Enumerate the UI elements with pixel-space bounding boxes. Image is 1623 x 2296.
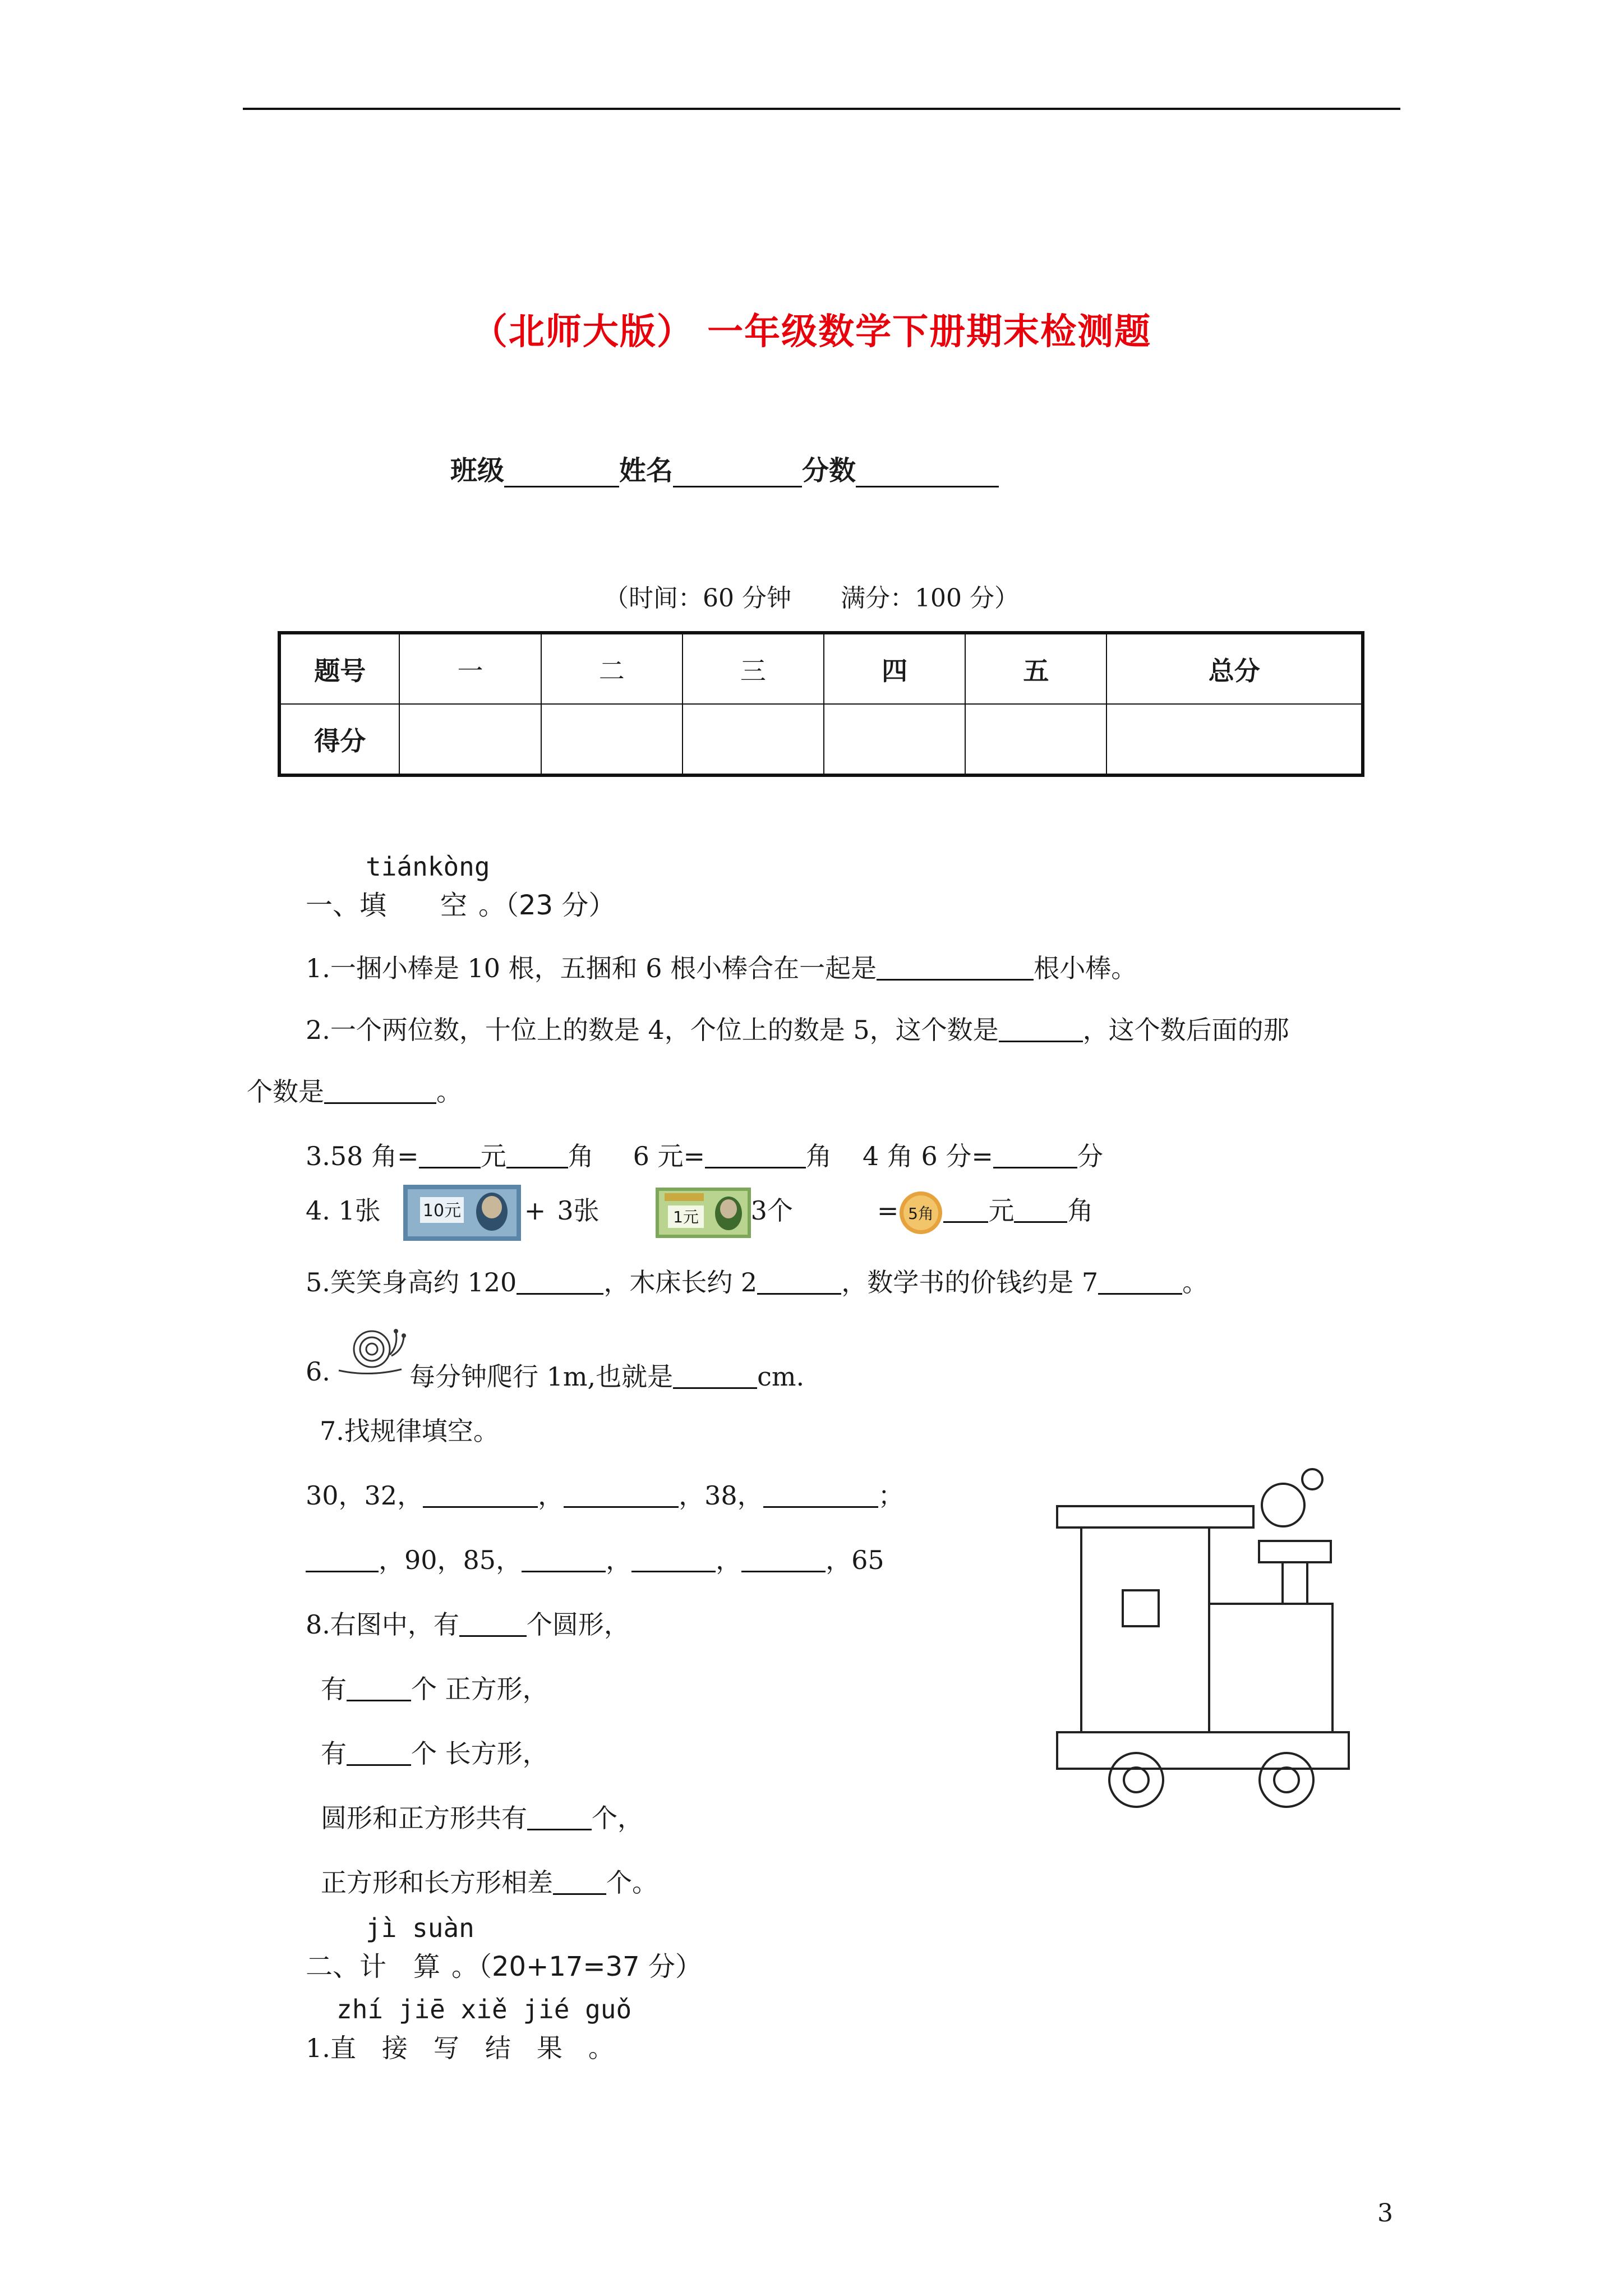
snail-icon [335,1321,408,1380]
section1-points: 。（23 分） [478,890,616,921]
train-roof [1057,1506,1253,1527]
q5-text: ，数学书的价钱约是 7 [841,1267,1099,1297]
seq1-text: 30，32， [306,1480,423,1511]
q4-text: 4. 1张 [306,1195,381,1226]
answer-blank[interactable] [1014,1195,1067,1223]
question-4 [306,1185,1093,1241]
sub1-pinyin: zhí jiē xiě jié guǒ [336,1994,632,2024]
q8-text: 个 长方形， [411,1738,548,1769]
train-window-square [1123,1590,1159,1626]
score-cell[interactable] [683,704,824,775]
answer-blank[interactable] [347,1738,411,1766]
question-7: 7.找规律填空。 [320,1416,499,1446]
q1-text: 1.一捆小棒是 10 根，五捆和 6 根小棒合在一起是 [306,953,877,983]
answer-blank[interactable] [999,1015,1083,1042]
q8-text: 8.右图中，有 [306,1609,459,1640]
score-table [278,631,1364,777]
answer-blank[interactable] [517,1267,603,1295]
seq2-text: ，90，85， [379,1545,522,1575]
class-blank[interactable] [504,457,619,487]
sequence-1 [306,1475,904,1512]
section1-title: 一、填 空 [306,890,468,921]
table-header-cell: 一 [399,633,541,704]
question-8-square [321,1669,548,1706]
time-note: （时间：60 分钟 满分：100 分） [604,584,1019,613]
table-header-cell: 题号 [279,633,399,704]
student-info [450,449,999,487]
q8-text: 个 正方形， [411,1674,548,1704]
answer-blank[interactable] [1098,1267,1182,1295]
svg-text:1元: 1元 [672,1208,699,1226]
sequence-2 [306,1540,884,1577]
seq1-text: ， [538,1480,564,1511]
q5-text: ，木床长约 2 [603,1267,758,1297]
section2-heading [306,1945,702,1984]
equals-sign: = [877,1195,899,1226]
question-6 [306,1356,330,1387]
table-header-cell: 二 [541,633,683,704]
answer-blank[interactable] [993,1141,1077,1168]
q5-text: 5.笑笑身高约 120 [306,1267,517,1297]
name-label: 姓名 [619,455,674,486]
score-label: 分数 [802,455,856,486]
q3-unit: 角 [568,1141,594,1171]
q8-text: 个， [592,1803,643,1833]
train-engine-body [1209,1604,1332,1732]
train-figure [1054,1456,1391,1826]
score-cell[interactable] [824,704,965,775]
q3-unit: 元 [480,1141,506,1171]
seq2-text: ， [716,1545,742,1575]
answer-blank[interactable] [347,1674,411,1701]
section2-title: 二、计 算 [306,1951,441,1982]
answer-blank[interactable] [763,1480,878,1508]
score-blank[interactable] [856,457,999,487]
answer-blank[interactable] [757,1267,841,1295]
q8-text: 正方形和长方形相差 [321,1867,553,1898]
answer-blank[interactable] [459,1609,527,1637]
answer-blank[interactable] [553,1867,606,1895]
q3-unit: 角 [806,1141,832,1171]
q2-text: 2.一个两位数，十位上的数是 4，个位上的数是 5，这个数是 [306,1015,999,1045]
q4-text: 3张 [557,1195,600,1226]
seq1-text-end: ； [878,1480,904,1511]
answer-blank[interactable] [877,953,1034,981]
answer-blank[interactable] [673,1361,757,1389]
question-2 [306,1010,1289,1047]
question-3 [306,1136,1103,1173]
svg-text:10元: 10元 [422,1201,461,1221]
q1-text-end: 根小棒。 [1034,953,1137,983]
q3-text: 6 元= [633,1141,706,1171]
answer-blank[interactable] [741,1545,826,1572]
table-header-cell: 四 [824,633,965,704]
q4-unit: 角 [1067,1195,1094,1226]
q3-unit: 分 [1077,1141,1103,1171]
answer-blank[interactable] [306,1545,379,1572]
q6-number: 6. [306,1356,330,1387]
q8-text: 个。 [606,1867,658,1898]
wheel-left-hub [1124,1768,1149,1792]
wheel-left [1109,1753,1163,1807]
train-base [1057,1732,1349,1769]
question-8 [306,1604,630,1641]
question-5 [306,1262,1208,1299]
name-blank[interactable] [673,457,802,487]
section1-heading [306,884,615,922]
seq2-text: ， [606,1545,632,1575]
answer-blank[interactable] [943,1195,988,1223]
score-cell[interactable] [1106,704,1363,775]
answer-blank[interactable] [631,1545,716,1572]
table-header-cell: 五 [965,633,1106,704]
q5-text-end: 。 [1182,1267,1209,1297]
section2-pinyin: jì suàn [366,1913,474,1943]
question-8-rect [321,1733,548,1770]
q2-text-mid: ，这个数后面的那 [1082,1015,1289,1045]
answer-blank[interactable] [419,1141,481,1168]
q3-text: 3.58 角= [306,1141,419,1171]
q8-text: 圆形和正方形共有 [321,1803,527,1833]
one-yuan-note-icon [656,1188,751,1238]
q4-unit: 元 [988,1195,1015,1226]
q8-text: 个圆形， [526,1609,630,1640]
answer-blank[interactable] [324,1076,436,1104]
table-header-cell: 三 [683,633,824,704]
answer-blank[interactable] [705,1141,806,1168]
question-6-text [409,1356,804,1393]
section1-pinyin: tiánkòng [366,852,490,882]
question-2-cont [247,1071,462,1108]
top-rule [243,108,1400,110]
wheel-right [1260,1753,1313,1807]
answer-blank[interactable] [522,1545,606,1572]
chimney-top [1259,1541,1331,1562]
plus-sign: + [524,1195,546,1226]
seq2-text-end: ，65 [826,1545,884,1575]
smoke-circle-large [1262,1484,1304,1526]
q4-text: 3个 [750,1195,793,1226]
seq1-text: ，38， [679,1480,763,1511]
wheel-right-hub [1274,1768,1299,1792]
chimney-stem [1283,1562,1307,1604]
q3-text: 4 角 6 分= [863,1141,993,1171]
five-jiao-coin-icon [898,1190,943,1235]
score-cell[interactable] [541,704,683,775]
svg-text:5角: 5角 [908,1204,934,1223]
q8-text: 有 [321,1674,347,1704]
q2-text-end: 。 [436,1076,462,1107]
answer-blank[interactable] [423,1480,538,1508]
q8-text: 有 [321,1738,347,1769]
answer-blank[interactable] [506,1141,568,1168]
page-title: （北师大版） 一年级数学下册期末检测题 [471,311,1152,353]
ten-yuan-note-icon [403,1185,521,1241]
q6-text: 每分钟爬行 1m,也就是 [409,1361,674,1392]
table-row-label: 得分 [279,704,399,775]
answer-blank[interactable] [564,1480,679,1508]
q6-unit: cm. [757,1361,805,1392]
smoke-circle-small [1302,1469,1322,1489]
q2-text-cont: 个数是 [247,1076,324,1107]
question-1 [306,948,1137,985]
page-number: 3 [1377,2199,1393,2228]
class-label: 班级 [450,455,505,486]
section2-points: 。（20+17=37 分） [451,1951,702,1982]
sub1-heading: 1.直 接 写 结 果 。 [306,2033,614,2063]
table-header-cell: 总分 [1106,633,1363,704]
score-cell[interactable] [965,704,1106,775]
score-cell[interactable] [399,704,541,775]
question-8-diff [321,1862,658,1899]
answer-blank[interactable] [527,1803,592,1830]
question-8-sum [321,1798,643,1835]
train-cabin [1081,1527,1209,1732]
